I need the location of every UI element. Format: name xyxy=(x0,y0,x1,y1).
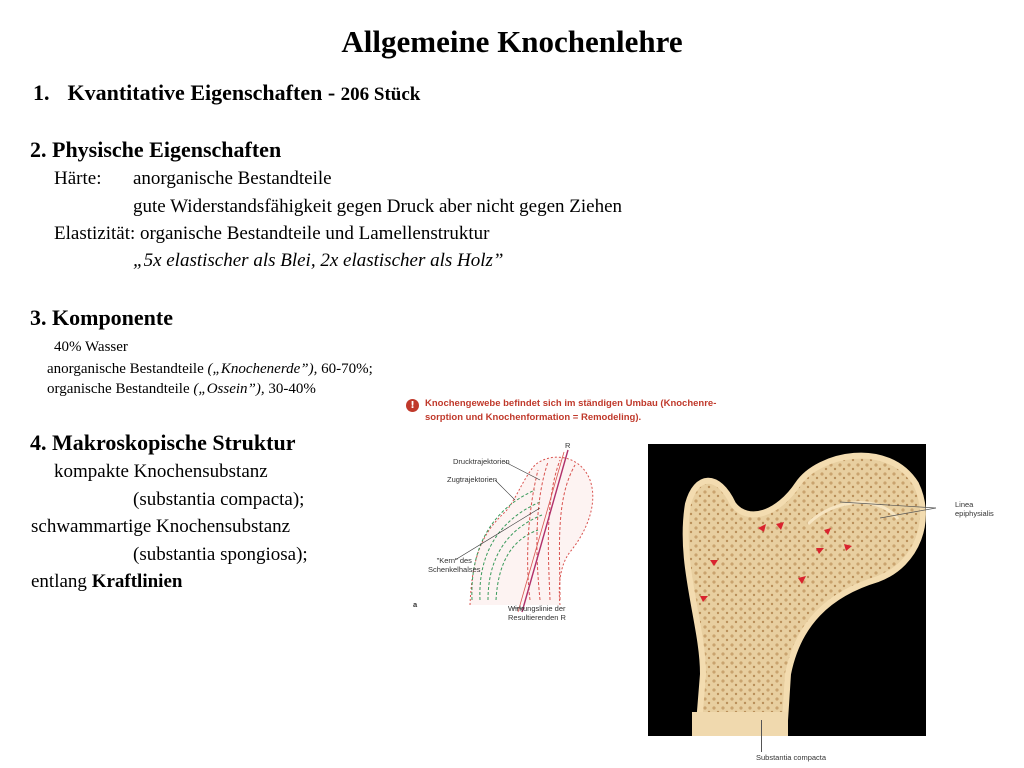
elasticity-quote: „5x elastischer als Blei, 2x elastischer als Holz” xyxy=(133,250,504,271)
remodeling-note xyxy=(425,397,716,425)
structure-line-5 xyxy=(31,571,182,593)
femur-shaft-cut xyxy=(692,712,788,736)
label-kern-2: Schenkelhalses xyxy=(428,565,481,574)
page-title: Allgemeine Knochenlehre xyxy=(341,24,683,59)
femur-section-drawing xyxy=(648,444,926,736)
component-organic xyxy=(47,381,316,398)
organic-quote: („Ossein”), xyxy=(193,381,265,397)
label-wirkungslinie xyxy=(508,604,566,622)
label-r: R xyxy=(565,441,571,450)
section-1 xyxy=(33,80,420,106)
trajectory-diagram xyxy=(410,440,620,630)
inorganic-quote: („Knochenerde”), xyxy=(207,361,318,377)
section-3-heading: 3. Komponente xyxy=(30,305,173,330)
hardness-line-2: gute Widerstandsfähigkeit gegen Druck aber nicht gegen Ziehen xyxy=(133,196,623,217)
label-kern xyxy=(428,556,481,574)
remodeling-note-line-2: sorption und Knochenformation = Remodeling). xyxy=(425,412,642,423)
section-1-label: Kvantitative Eigenschaften - xyxy=(67,80,341,105)
warning-icon: ! xyxy=(406,399,419,412)
structure-line-5-bold: Kraftlinien xyxy=(91,571,183,592)
label-wirkungslinie-1: Wirkungslinie der xyxy=(508,604,566,613)
inorganic-prefix: anorganische Bestandteile xyxy=(47,361,208,377)
hardness-label: Härte: xyxy=(54,168,102,189)
label-linea-2: epiphysialis xyxy=(955,509,994,518)
inorganic-suffix: 60-70%; xyxy=(317,361,373,377)
hardness-line-1: anorganische Bestandteile xyxy=(133,168,332,189)
structure-line-1: kompakte Knochensubstanz xyxy=(54,461,268,482)
remodeling-note-line-1: Knochengewebe befindet sich im ständigen Umbau (Knochenre- xyxy=(425,398,717,409)
section-1-number: 1. xyxy=(33,80,50,105)
label-druck: Drucktrajektorien xyxy=(453,457,510,466)
label-substantia-compacta: Substantia compacta xyxy=(756,753,827,762)
structure-line-4: (substantia spongiosa); xyxy=(133,544,308,565)
structure-line-3: schwammartige Knochensubstanz xyxy=(31,516,291,537)
organic-prefix: organische Bestandteile xyxy=(47,381,194,397)
label-kern-1: "Kern" des xyxy=(436,556,472,565)
component-inorganic xyxy=(47,361,373,378)
section-4-heading: 4. Makroskopische Struktur xyxy=(30,430,296,455)
section-1-value: 206 Stück xyxy=(340,84,421,105)
label-wirkungslinie-2: Resultierenden R xyxy=(508,613,566,622)
label-linea-1: Linea xyxy=(955,500,974,509)
label-zug: Zugtrajektorien xyxy=(447,475,498,484)
elasticity-line-1: Elastizität: organische Bestandteile und Lamellenstruktur xyxy=(54,223,490,244)
component-water: 40% Wasser xyxy=(54,339,128,355)
label-a: a xyxy=(413,600,418,609)
label-linea-epiphysialis xyxy=(955,500,994,518)
structure-line-2: (substantia compacta); xyxy=(133,489,305,510)
structure-line-5-prefix: entlang xyxy=(31,571,92,592)
section-2-heading: 2. Physische Eigenschaften xyxy=(30,137,282,162)
organic-suffix: 30-40% xyxy=(264,381,316,397)
